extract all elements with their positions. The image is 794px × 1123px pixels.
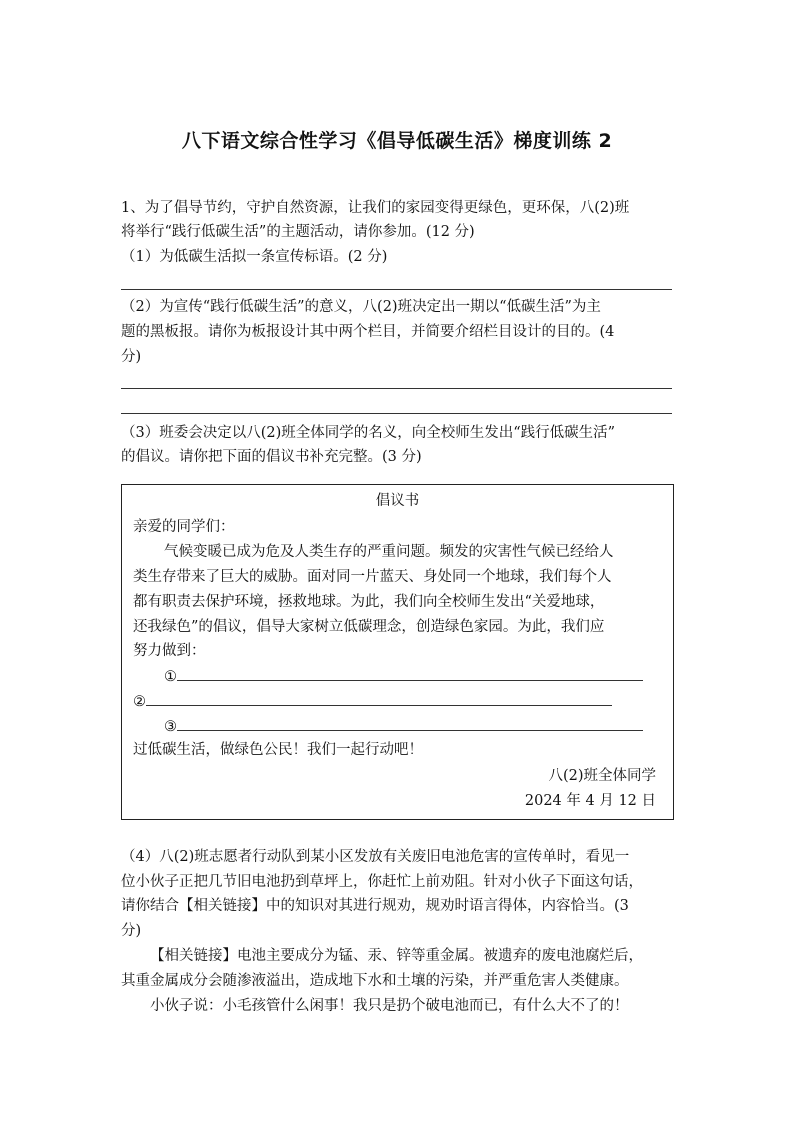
proposal-closing: 过低碳生活，做绿色公民！我们一起行动吧！ (133, 742, 423, 758)
proposal-body-3: 都有职责去保护环境，拯救地球。为此，我们向全校师生发出“关爱地球， (133, 594, 605, 610)
q1-2-line1: （2）为宣传“践行低碳生活”的意义，八(2)班决定出一期以“低碳生活”为主 (121, 299, 601, 315)
item-3-blank[interactable] (177, 716, 643, 731)
proposal-item-3 (164, 716, 643, 737)
q1-4-line4: 分) (121, 923, 142, 939)
q1-2-line2: 题的黑板报。请你为板报设计其中两个栏目，并简要介绍栏目设计的目的。(4 (121, 324, 615, 340)
item-3-marker: ③ (164, 719, 177, 735)
related-link-line2: 其重金属成分会随渗液溢出，造成地下水和土壤的污染，并严重危害人类健康。 (121, 973, 629, 989)
q1-line1: 1、为了倡导节约，守护自然资源，让我们的家园变得更绿色，更环保，八(2)班 (121, 200, 630, 216)
q1-4-line2: 位小伙子正把几节旧电池扔到草坪上，你赶忙上前劝阻。针对小伙子下面这句话， (121, 874, 643, 890)
related-link-line1: 【相关链接】电池主要成分为锰、汞、锌等重金属。被遗弃的废电池腐烂后， (150, 948, 643, 964)
q1-3-line2: 的倡议。请你把下面的倡议书补充完整。(3 分) (121, 449, 422, 465)
proposal-title: 倡议书 (375, 493, 420, 509)
proposal-signature: 八(2)班全体同学 (548, 768, 656, 784)
q1-1-prompt: （1）为低碳生活拟一条宣传标语。(2 分) (121, 249, 388, 265)
q1-2-answer-line-1[interactable] (121, 388, 672, 389)
item-2-marker: ② (133, 694, 146, 710)
proposal-body-1: 气候变暖已成为危及人类生存的严重问题。频发的灾害性气候已经给人 (164, 544, 614, 560)
q1-4-line3: 请你结合【相关链接】中的知识对其进行规劝，规劝时语言得体，内容恰当。(3 (121, 898, 629, 914)
q1-line2: 将举行“践行低碳生活”的主题活动，请你参加。(12 分) (121, 224, 475, 240)
proposal-date: 2024 年 4 月 12 日 (524, 793, 656, 809)
page-title: 八下语文综合性学习《倡导低碳生活》梯度训练 2 (181, 130, 613, 152)
item-1-blank[interactable] (177, 666, 643, 681)
proposal-box (121, 484, 674, 820)
proposal-body-2: 类生存带来了巨大的威胁。面对同一片蓝天、身处同一个地球，我们每个人 (133, 569, 612, 585)
q1-1-answer-line[interactable] (121, 289, 672, 290)
item-2-blank[interactable] (146, 691, 612, 706)
q1-4-line1: （4）八(2)班志愿者行动队到某小区发放有关废旧电池危害的宣传单时，看见一 (121, 849, 630, 865)
q1-3-line1: （3）班委会决定以八(2)班全体同学的名义，向全校师生发出“践行低碳生活” (121, 425, 616, 441)
young-man-quote: 小伙子说：小毛孩管什么闲事！我只是扔个破电池而已，有什么大不了的！ (150, 998, 629, 1014)
proposal-item-2 (133, 691, 612, 712)
proposal-item-1 (164, 666, 643, 687)
q1-2-answer-line-2[interactable] (121, 413, 672, 414)
q1-2-line3: 分) (121, 349, 142, 365)
proposal-body-5: 努力做到： (133, 643, 206, 659)
proposal-greeting: 亲爱的同学们： (133, 519, 235, 535)
proposal-body-4: 还我绿色”的倡议，倡导大家树立低碳理念，创造绿色家园。为此，我们应 (133, 619, 605, 635)
item-1-marker: ① (164, 669, 177, 685)
